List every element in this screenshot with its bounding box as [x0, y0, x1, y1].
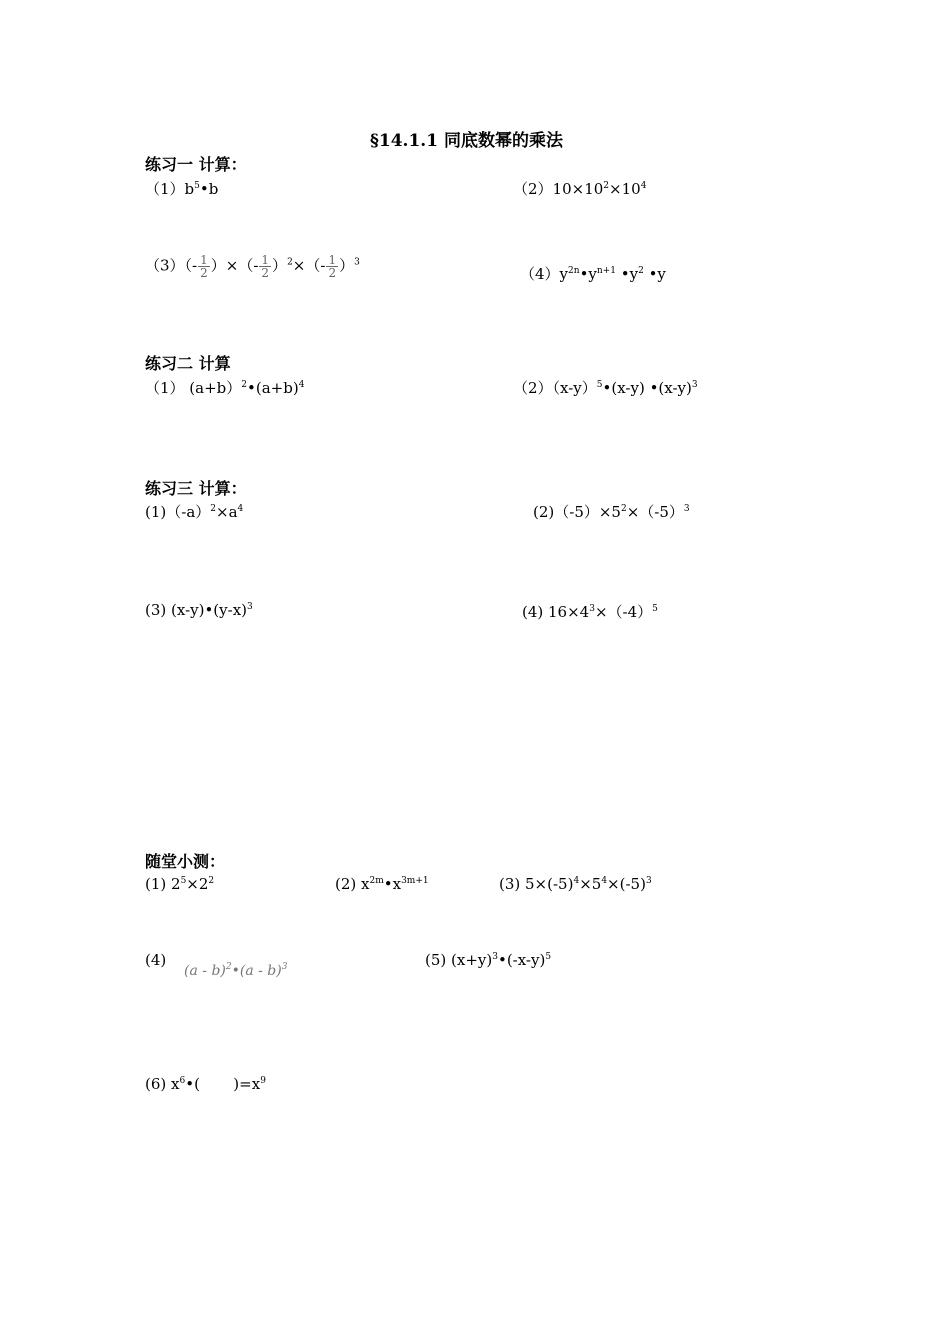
quiz-6: (6) $x^6•$( )$=x^9$: [145, 1075, 266, 1093]
quiz-4-label: (4): [145, 951, 167, 969]
quiz-1: (1) $2^5\times 2^2$: [145, 875, 215, 893]
section-heading-4: 随堂小测：: [145, 852, 226, 871]
exercise-1-3: （3）（- $\frac{1}{2}$ ）×（- $\frac{1}{2}$ ）$^2$×（- $\frac{1}{2}$ ）$^3$: [145, 253, 360, 280]
quiz-3: (3) $5\times(-5)^4\times 5^4\times(-5)^3$: [499, 875, 652, 893]
section-heading-3: 练习三 计算：: [145, 479, 247, 498]
exercise-1-2: $(2)10\times 10^2\times 10^4$: [513, 180, 647, 198]
exercise-1-1: $(1)b^5•b$: [145, 180, 219, 198]
exercise-3-4: (4) $16\times 4^3\times(-4)^5$: [522, 603, 658, 621]
exercise-1-4: $(4)y^{2n}•y^{n+1}$ $•y^2$ •y: [520, 265, 666, 283]
section-heading-2: 练习二 计算: [145, 354, 231, 373]
fraction-one-half: $\frac{1}{2}$: [200, 253, 208, 280]
exercise-2-2: $(2)(x-y)^5•(x-y)$ $•(x-y)^3$: [513, 379, 698, 397]
quiz-2: (2) $x^{2m}•x^{3m+1}$: [335, 875, 429, 893]
exercise-3-2: $(2)(-5)\times 5^2\times(-5)^3$: [533, 503, 690, 521]
section-heading-1: 练习一 计算：: [145, 155, 247, 174]
quiz-4-expression: (a - b)$^2$•(a - b)$^3$: [184, 962, 288, 979]
exercise-3-1: $(1)(-a)^2\times a^4$: [145, 503, 244, 521]
fraction-one-half: $\frac{1}{2}$: [328, 253, 337, 280]
exercise-3-3: (3) $(x-y)•(y-x)^3$: [145, 601, 253, 619]
page-title: §14.1.1 同底数幂的乘法: [370, 131, 563, 151]
fraction-one-half: $\frac{1}{2}$: [261, 253, 270, 280]
exercise-2-1: （1） $(a+b)^2•(a+b)^4$: [145, 379, 305, 397]
quiz-5: (5) $(x+y)^3•(-x-y)^5$: [425, 951, 552, 969]
